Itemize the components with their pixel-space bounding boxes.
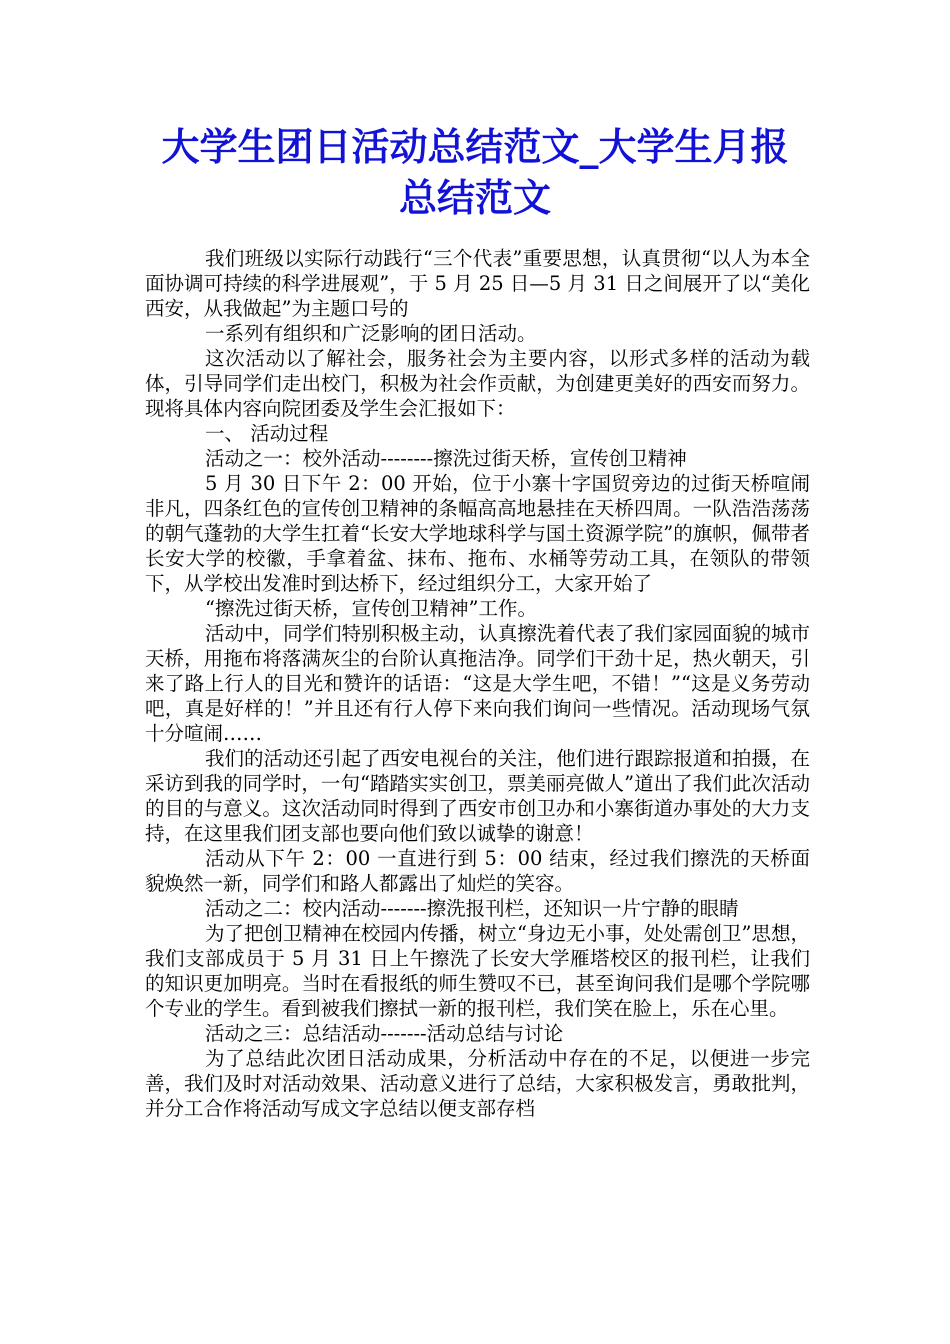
- paragraph-activity-1-media: 我们的活动还引起了西安电视台的关注，他们进行跟踪报道和拍摄，在采访到我的同学时，一句“踏踏实实创卫，票美丽亮做人”道出了我们此次活动的目的与意义。这次活动同时得到了西安市创卫办和小寨街道办事处的大力支持，在这里我们团支部也要向他们致以诚挚的谢意！: [145, 747, 810, 845]
- document-body: [145, 246, 810, 1121]
- paragraph-activity-2: 为了把创卫精神在校园内传播，树立“身边无小事，处处需创卫”思想，我们支部成员于 5 月 31 日上午擦洗了长安大学雁塔校区的报刊栏，让我们的知识更加明亮。当时在看报纸的师生赞叹不已，甚至询问我们是哪个学院哪个专业的学生。看到被我们擦拭一新的报刊栏，我们笑在脸上，乐在心里。: [145, 922, 810, 1020]
- activity-heading-2: 活动之二：校内活动-------擦洗报刊栏，还知识一片宁静的眼睛: [205, 897, 739, 920]
- paragraph-activity-1-start: 5 月 30 日下午 2：00 开始，位于小寨十字国贸旁边的过街天桥喧闹非凡，四条红色的宣传创卫精神的条幅高高地悬挂在天桥四周。一队浩浩荡荡的朝气蓬勃的大学生扛着“长安大学地球科学与国土资源学院”的旗帜，佩带者长安大学的校徽，手拿着盆、抹布、拖布、水桶等劳动工具，在领队的带领下，从学校出发准时到达桥下，经过组织分工，大家开始了: [145, 472, 810, 595]
- document-title: 大学生团日活动总结范文_大学生月报总结范文: [161, 125, 789, 220]
- section-heading-process: 一、 活动过程: [205, 422, 329, 445]
- paragraph-intro-continued: 一系列有组织和广泛影响的团日活动。: [205, 322, 537, 345]
- paragraph-activity-1-scene: 活动中，同学们特别积极主动，认真擦洗着代表了我们家园面貌的城市天桥，用拖布将落满灰尘的台阶认真拖洁净。同学们干劲十足，热火朝天，引来了路上行人的目光和赞许的话语：“这是大学生吧，不错！”“这是义务劳动吧，真是好样的！”并且还有行人停下来向我们询问一些情况。活动现场气氛十分喧闹……: [145, 622, 810, 745]
- activity-heading-1: 活动之一：校外活动--------擦洗过街天桥，宣传创卫精神: [205, 447, 687, 470]
- paragraph-activity-1-work: “擦洗过街天桥，宣传创卫精神”工作。: [205, 597, 537, 620]
- activity-heading-3: 活动之三：总结活动-------活动总结与讨论: [205, 1022, 564, 1045]
- paragraph-activity-3: 为了总结此次团日活动成果，分析活动中存在的不足，以便进一步完善，我们及时对活动效果、活动意义进行了总结，大家积极发言，勇敢批判，并分工合作将活动写成文字总结以便支部存档: [145, 1047, 810, 1120]
- paragraph-purpose: 这次活动以了解社会，服务社会为主要内容，以形式多样的活动为载体，引导同学们走出校门，积极为社会作贡献，为创建更美好的西安而努力。现将具体内容向院团委及学生会汇报如下：: [145, 347, 810, 420]
- paragraph-intro: 我们班级以实际行动践行“三个代表”重要思想，认真贯彻“以人为本全面协调可持续的科学进展观”，于 5 月 25 日—5 月 31 日之间展开了以“美化西安，从我做起”为主题口号的: [145, 247, 810, 320]
- paragraph-activity-1-end: 活动从下午 2：00 一直进行到 5：00 结束，经过我们擦洗的天桥面貌焕然一新，同学们和路人都露出了灿烂的笑容。: [145, 847, 810, 895]
